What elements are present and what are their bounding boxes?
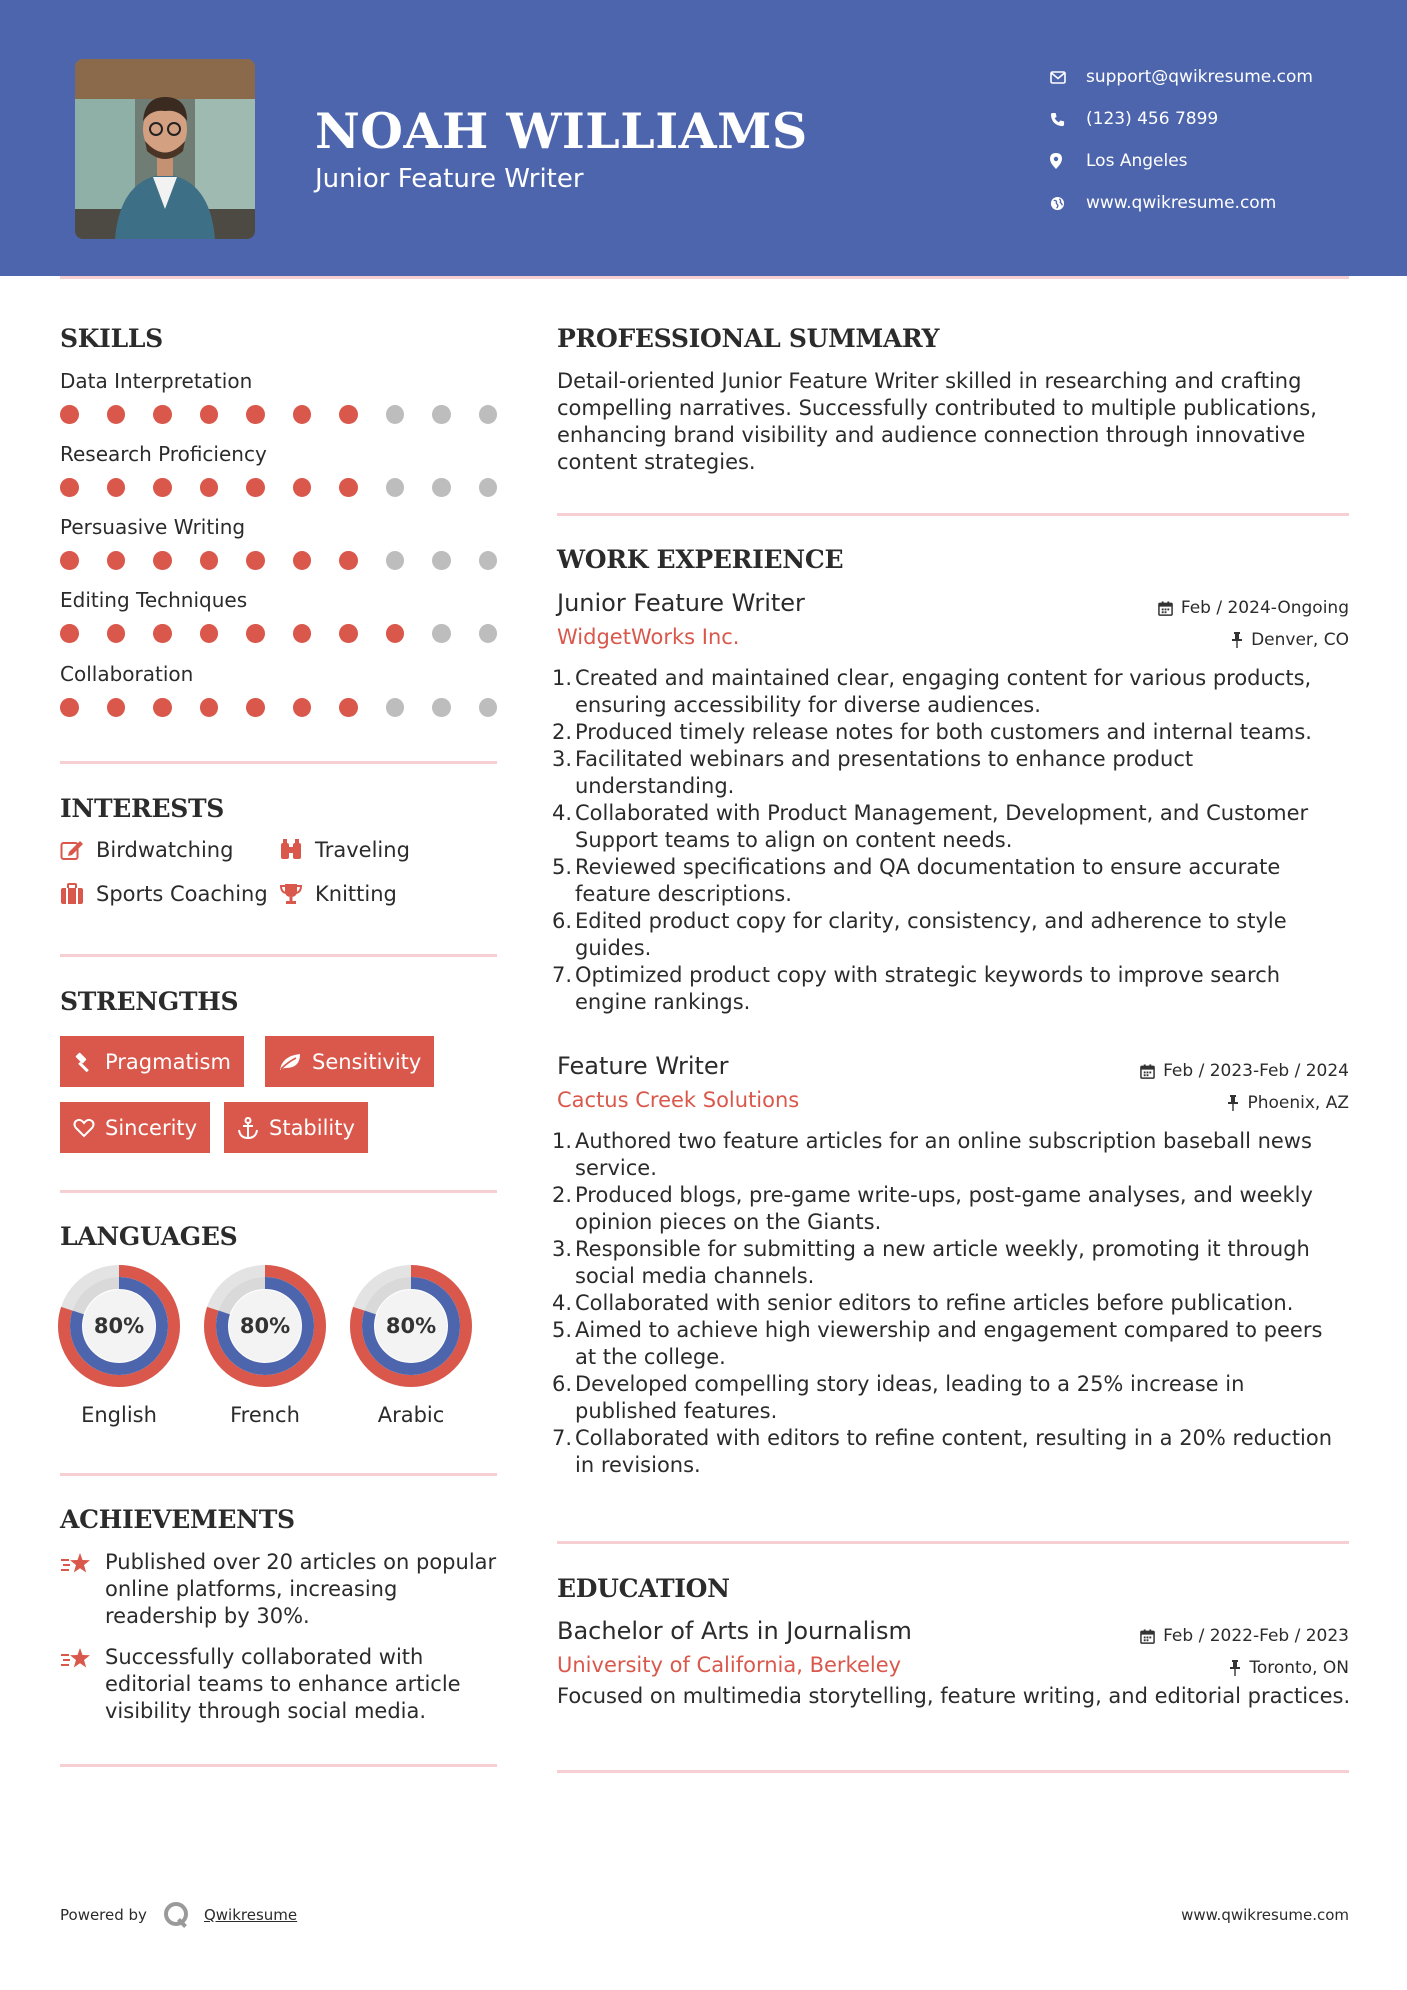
summary-heading: PROFESSIONAL SUMMARY — [557, 324, 940, 353]
education-dates-text: Feb / 2022-Feb / 2023 — [1163, 1626, 1349, 1646]
skill-dot-filled — [246, 698, 265, 717]
skill-dot-filled — [153, 478, 172, 497]
language-name: Arabic — [377, 1403, 445, 1427]
contact-list — [1050, 56, 1313, 224]
skill-dot-filled — [293, 551, 312, 570]
header — [0, 0, 1407, 276]
contact-email[interactable] — [1050, 56, 1313, 98]
pushpin-icon — [1227, 1095, 1239, 1111]
school-name: University of California, Berkeley — [557, 1653, 902, 1677]
education-entry — [557, 1617, 1349, 1717]
skill-dot-empty — [432, 698, 451, 717]
footer-powered — [60, 1900, 297, 1930]
skill-rating — [60, 698, 497, 717]
job-title: Junior Feature Writer — [557, 589, 805, 617]
contact-website[interactable] — [1050, 182, 1313, 224]
qwikresume-link[interactable]: Qwikresume — [203, 1906, 298, 1924]
job-dates-text: Feb / 2024-Ongoing — [1180, 598, 1349, 618]
skill-dot-empty — [479, 478, 498, 497]
skill-dot-empty — [386, 698, 405, 717]
duty-item: 4. Collaborated with Product Management, Development, and Customer Support teams to align on content needs. — [552, 801, 1309, 852]
powered-by-text: Powered by — [60, 1906, 147, 1924]
skill-name: Research Proficiency — [60, 442, 267, 466]
contact-location-text: Los Angeles — [1086, 151, 1188, 171]
envelope-icon — [1050, 71, 1086, 84]
duty-item: 6. Edited product copy for clarity, consistency, and adherence to style guides. — [552, 909, 1287, 960]
skill-dot-empty — [432, 478, 451, 497]
skill-dot-filled — [107, 551, 126, 570]
map-pin-icon — [1050, 153, 1086, 169]
skill-dot-filled — [107, 698, 126, 717]
skill-name: Editing Techniques — [60, 588, 248, 612]
skill-dot-empty — [386, 478, 405, 497]
job-location-text: Phoenix, AZ — [1247, 1093, 1349, 1113]
section-divider — [557, 1770, 1349, 1773]
skill-rating — [60, 405, 497, 424]
skill-dot-filled — [107, 624, 126, 643]
briefcase-icon — [60, 883, 96, 905]
skill-dot-filled — [200, 698, 219, 717]
interest-label: Knitting — [315, 882, 397, 906]
education-description: Focused on multimedia storytelling, feature writing, and editorial practices. — [557, 1684, 1351, 1708]
skill-dot-filled — [107, 405, 126, 424]
interests-heading: INTERESTS — [60, 794, 225, 823]
star-icon — [60, 1644, 105, 1725]
qwikresume-logo-icon — [162, 1900, 192, 1930]
skill-dot-filled — [339, 405, 358, 424]
skill-item — [60, 662, 497, 717]
language-item — [350, 1265, 472, 1427]
interest-item — [279, 838, 410, 862]
skill-dot-filled — [246, 624, 265, 643]
skill-item — [60, 442, 497, 497]
skill-name: Persuasive Writing — [60, 515, 246, 539]
duty-item: 5. Aimed to achieve high viewership and engagement compared to peers at the college. — [552, 1318, 1323, 1369]
interest-item — [279, 882, 397, 906]
pushpin-icon — [1231, 632, 1243, 648]
candidate-name: NOAH WILLIAMS — [315, 102, 808, 160]
strength-label: Pragmatism — [105, 1049, 231, 1074]
strength-label: Sensitivity — [312, 1049, 422, 1074]
section-divider — [557, 1541, 1349, 1544]
strength-label: Sincerity — [105, 1115, 198, 1140]
job-dates — [1158, 598, 1349, 618]
duty-item: 1. Created and maintained clear, engaging content for various products, ensuring accessibility for diverse audiences. — [552, 666, 1312, 717]
skill-dot-filled — [60, 405, 79, 424]
degree-title: Bachelor of Arts in Journalism — [557, 1617, 912, 1645]
contact-phone[interactable] — [1050, 98, 1313, 140]
strength-tag — [265, 1036, 434, 1087]
section-divider — [60, 1764, 497, 1767]
calendar-icon — [1158, 601, 1173, 616]
interest-item — [60, 838, 233, 862]
strength-tag — [60, 1102, 210, 1153]
job-dates — [1140, 1061, 1349, 1081]
skill-item — [60, 369, 497, 424]
contact-phone-text: (123) 456 7899 — [1086, 109, 1219, 129]
binoculars-icon — [279, 839, 315, 861]
company-name: Cactus Creek Solutions — [557, 1088, 800, 1112]
achievement-text: Published over 20 articles on popular online platforms, increasing readership by 30%. — [105, 1550, 497, 1628]
job-duties — [552, 1128, 1349, 1479]
skill-dot-filled — [60, 698, 79, 717]
language-percent: 80% — [93, 1314, 145, 1338]
skill-dot-filled — [153, 551, 172, 570]
achievement-item — [60, 1549, 500, 1630]
candidate-title: Junior Feature Writer — [315, 164, 584, 194]
strength-label: Stability — [269, 1115, 355, 1140]
edit-icon — [60, 839, 96, 861]
language-name: French — [230, 1403, 300, 1427]
section-divider — [60, 1190, 497, 1193]
language-item — [204, 1265, 326, 1427]
language-name: English — [81, 1403, 157, 1427]
education-location — [1229, 1658, 1349, 1678]
skill-dot-filled — [153, 624, 172, 643]
duty-item: 2. Produced timely release notes for both customers and internal teams. — [552, 720, 1312, 744]
duty-item: 4. Collaborated with senior editors to refine articles before publication. — [552, 1291, 1294, 1315]
skill-dot-filled — [246, 405, 265, 424]
duty-item: 7. Collaborated with editors to refine content, resulting in a 20% reduction in revisions. — [552, 1426, 1333, 1477]
interest-label: Sports Coaching — [96, 882, 268, 906]
skill-rating — [60, 551, 497, 570]
skill-item — [60, 515, 497, 570]
skill-dot-empty — [432, 551, 451, 570]
skill-dot-empty — [432, 405, 451, 424]
duty-item: 2. Produced blogs, pre-game write-ups, post-game analyses, and weekly opinion pieces on the Giants. — [552, 1183, 1313, 1234]
skill-dot-filled — [339, 624, 358, 643]
skill-rating — [60, 624, 497, 643]
skill-dot-filled — [386, 624, 405, 643]
education-heading: EDUCATION — [557, 1574, 730, 1603]
language-percent: 80% — [239, 1314, 291, 1338]
skill-dot-filled — [153, 698, 172, 717]
skill-dot-filled — [107, 478, 126, 497]
skill-dot-filled — [293, 478, 312, 497]
pushpin-icon — [1229, 1660, 1241, 1676]
trophy-icon — [279, 883, 315, 905]
skill-dot-filled — [293, 624, 312, 643]
interest-label: Traveling — [315, 838, 410, 862]
skill-rating — [60, 478, 497, 497]
skill-dot-filled — [246, 478, 265, 497]
language-percent: 80% — [385, 1314, 437, 1338]
job-location — [1227, 1093, 1349, 1113]
skill-item — [60, 588, 497, 643]
skill-dot-filled — [200, 551, 219, 570]
experience-heading: WORK EXPERIENCE — [557, 545, 844, 574]
profile-photo — [75, 59, 255, 239]
job-dates-text: Feb / 2023-Feb / 2024 — [1163, 1061, 1349, 1081]
interest-label: Birdwatching — [96, 838, 234, 862]
duty-item: 3. Responsible for submitting a new article weekly, promoting it through social media channels. — [552, 1237, 1310, 1288]
contact-email-text: support@qwikresume.com — [1086, 67, 1313, 87]
skill-dot-empty — [386, 551, 405, 570]
job-entry — [552, 589, 1349, 1019]
strength-tag — [224, 1102, 368, 1153]
education-location-text: Toronto, ON — [1249, 1658, 1349, 1678]
section-divider — [60, 761, 497, 764]
skill-dot-filled — [246, 551, 265, 570]
achievement-item — [60, 1644, 500, 1725]
section-divider — [60, 954, 497, 957]
duty-item: 7. Optimized product copy with strategic keywords to improve search engine rankings. — [552, 963, 1281, 1014]
skill-dot-empty — [479, 698, 498, 717]
summary-text: Detail-oriented Junior Feature Writer skilled in researching and crafting compelling narratives. Successfully contributed to multiple publications, enhancing brand visibility and audience connection through innovative content strategies. — [557, 369, 1317, 474]
skill-dot-filled — [60, 478, 79, 497]
skill-dot-filled — [339, 478, 358, 497]
duty-item: 5. Reviewed specifications and QA documentation to ensure accurate feature descriptions. — [552, 855, 1281, 906]
job-title: Feature Writer — [557, 1052, 729, 1080]
skill-dot-filled — [339, 698, 358, 717]
star-icon — [60, 1549, 105, 1630]
section-divider — [60, 1473, 497, 1476]
job-duties — [552, 665, 1349, 1016]
header-divider — [60, 276, 1349, 279]
skill-dot-empty — [479, 624, 498, 643]
job-entry — [552, 1052, 1349, 1492]
skill-dot-filled — [60, 624, 79, 643]
strengths-heading: STRENGTHS — [60, 987, 239, 1016]
skill-dot-empty — [386, 405, 405, 424]
globe-icon — [1050, 196, 1086, 211]
footer-website[interactable]: www.qwikresume.com — [1181, 1906, 1349, 1924]
skill-dot-filled — [200, 478, 219, 497]
anchor-icon — [237, 1117, 259, 1139]
skill-dot-filled — [200, 405, 219, 424]
skill-dot-filled — [339, 551, 358, 570]
calendar-icon — [1140, 1064, 1155, 1079]
heart-icon — [73, 1118, 95, 1138]
contact-website-text: www.qwikresume.com — [1086, 193, 1277, 213]
duty-item: 1. Authored two feature articles for an online subscription baseball news service. — [552, 1129, 1312, 1180]
skill-dot-filled — [293, 698, 312, 717]
language-ring — [58, 1265, 180, 1387]
leaf-icon — [278, 1052, 302, 1072]
skill-name: Data Interpretation — [60, 369, 253, 393]
strength-tag — [60, 1036, 244, 1087]
duty-item: 3. Facilitated webinars and presentations to enhance product understanding. — [552, 747, 1194, 798]
skill-dot-empty — [479, 405, 498, 424]
language-ring — [204, 1265, 326, 1387]
skill-dot-filled — [293, 405, 312, 424]
achievement-text: Successfully collaborated with editorial teams to enhance article visibility through social media. — [105, 1645, 461, 1723]
company-name: WidgetWorks Inc. — [557, 625, 740, 649]
interest-item — [60, 882, 268, 906]
skill-dot-filled — [60, 551, 79, 570]
section-divider — [557, 513, 1349, 516]
gavel-icon — [73, 1051, 95, 1073]
skills-heading: SKILLS — [60, 324, 163, 353]
skill-dot-filled — [153, 405, 172, 424]
skill-dot-empty — [432, 624, 451, 643]
phone-icon — [1050, 112, 1086, 127]
languages-heading: LANGUAGES — [60, 1222, 238, 1251]
skill-name: Collaboration — [60, 662, 194, 686]
education-dates — [1140, 1626, 1349, 1646]
skill-dot-filled — [200, 624, 219, 643]
calendar-icon — [1140, 1629, 1155, 1644]
achievements-heading: ACHIEVEMENTS — [60, 1505, 295, 1534]
language-ring — [350, 1265, 472, 1387]
skill-dot-empty — [479, 551, 498, 570]
duty-item: 6. Developed compelling story ideas, leading to a 25% increase in published features. — [552, 1372, 1245, 1423]
job-location-text: Denver, CO — [1251, 630, 1349, 650]
contact-location — [1050, 140, 1313, 182]
language-item — [58, 1265, 180, 1427]
job-location — [1231, 630, 1349, 650]
